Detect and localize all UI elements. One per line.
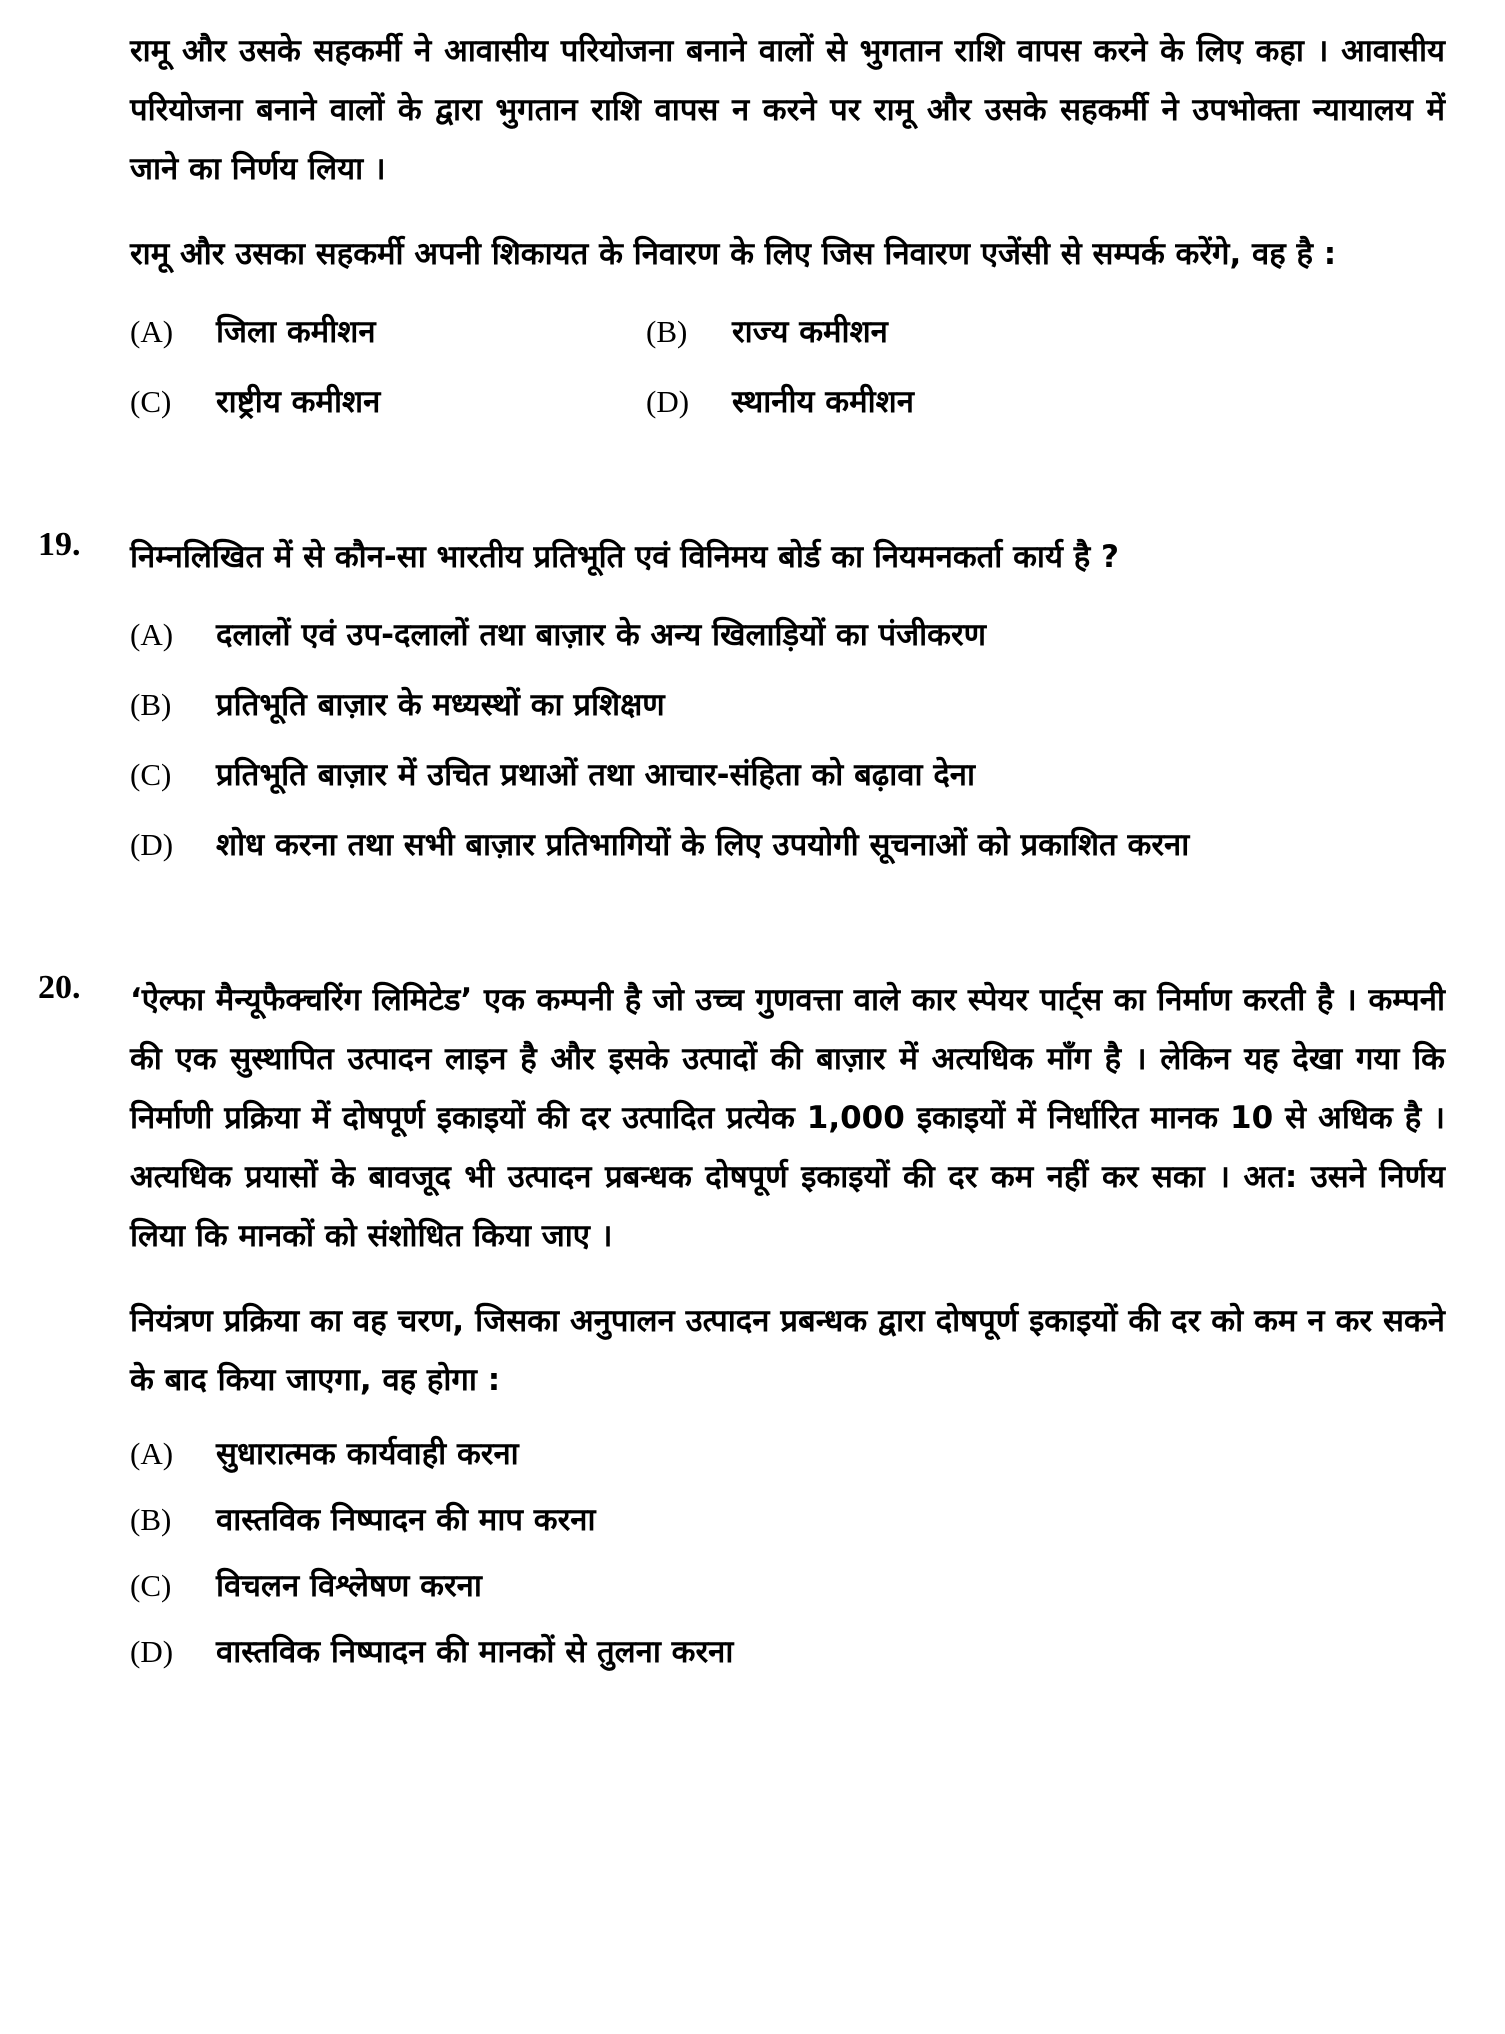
option-row <box>130 753 1445 797</box>
question-stem-paragraph: ‘ऐल्फा मैन्यूफैक्चरिंग लिमिटेड’ एक कम्पनी है जो उच्च गुणवत्ता वाले कार स्पेयर पार्ट्स का निर्माण करती है । कम्पनी की एक सुस्थापित उत्पादन लाइन है और इसके उत्पादों की बाज़ार में अत्यधिक माँग है । लेकिन यह देखा गया कि निर्माणी प्रक्रिया में दोषपूर्ण इकाइयों की दर उत्पादित प्रत्येक 1,000 इकाइयों में निर्धारित मानक 10 से अधिक है । अत्यधिक प्रयासों के बावजूद भी उत्पादन प्रबन्धक दोषपूर्ण इकाइयों की दर कम नहीं कर सका । अत: उसने निर्णय लिया कि मानकों को संशोधित किया जाए । <box>130 982 1445 1254</box>
option-d[interactable] <box>130 823 1189 867</box>
option-c[interactable] <box>130 380 646 424</box>
options-list <box>130 613 1445 867</box>
option-text: शोध करना तथा सभी बाज़ार प्रतिभागियों के लिए उपयोगी सूचनाओं को प्रकाशित करना <box>216 827 1190 863</box>
option-text: वास्तविक निष्पादन की मानकों से तुलना करना <box>216 1634 734 1670</box>
option-text: वास्तविक निष्पादन की माप करना <box>216 1502 596 1538</box>
question-block <box>38 971 1445 1674</box>
section-spacer <box>38 867 1445 971</box>
option-label: (D) <box>130 827 174 862</box>
question-stem-paragraph: रामू और उसका सहकर्मी अपनी शिकायत के निवारण के लिए जिस निवारण एजेंसी से सम्पर्क करेंगे, वह है : <box>130 236 1337 272</box>
option-text: सुधारात्मक कार्यवाही करना <box>216 1436 519 1472</box>
option-label: (C) <box>130 384 172 419</box>
option-text: राज्य कमीशन <box>732 314 888 350</box>
option-label: (C) <box>130 1568 172 1603</box>
options-list <box>130 310 1445 424</box>
question-block <box>38 22 1445 424</box>
question-stem-paragraph: नियंत्रण प्रक्रिया का वह चरण, जिसका अनुपालन उत्पादन प्रबन्धक द्वारा दोषपूर्ण इकाइयों की दर को कम न कर सकने के बाद किया जाएगा, वह होगा : <box>130 1303 1445 1398</box>
options-list <box>130 1432 1445 1674</box>
option-label: (B) <box>130 1502 172 1537</box>
option-text: प्रतिभूति बाज़ार में उचित प्रथाओं तथा आचार-संहिता को बढ़ावा देना <box>216 757 976 793</box>
option-row <box>130 683 1445 727</box>
option-label: (B) <box>130 687 172 722</box>
option-a[interactable] <box>130 310 646 354</box>
option-text: विचलन विश्लेषण करना <box>216 1568 482 1604</box>
option-c[interactable] <box>130 1564 482 1608</box>
option-row <box>130 1630 1445 1674</box>
question-number: 19. <box>38 526 81 563</box>
option-row <box>130 1564 1445 1608</box>
option-text: राष्ट्रीय कमीशन <box>216 384 381 420</box>
option-label: (B) <box>646 314 688 349</box>
section-spacer <box>38 424 1445 528</box>
option-row <box>130 1498 1445 1542</box>
option-b[interactable] <box>130 683 665 727</box>
option-row <box>130 613 1445 657</box>
question-stem-paragraph: निम्नलिखित में से कौन-सा भारतीय प्रतिभूति एवं विनिमय बोर्ड का नियमनकर्ता कार्य है ? <box>130 539 1119 575</box>
option-text: दलालों एवं उप-दलालों तथा बाज़ार के अन्य खिलाड़ियों का पंजीकरण <box>216 617 987 653</box>
question-body <box>130 971 1445 1674</box>
option-label: (A) <box>130 314 174 349</box>
option-text: स्थानीय कमीशन <box>732 384 914 420</box>
question-block <box>38 528 1445 867</box>
option-c[interactable] <box>130 753 975 797</box>
option-d[interactable] <box>646 380 1445 424</box>
option-row <box>130 380 1445 424</box>
option-label: (C) <box>130 757 172 792</box>
option-label: (A) <box>130 617 174 652</box>
option-label: (D) <box>130 1634 174 1669</box>
option-b[interactable] <box>646 310 1445 354</box>
option-label: (D) <box>646 384 690 419</box>
question-number: 20. <box>38 969 81 1006</box>
option-d[interactable] <box>130 1630 733 1674</box>
option-a[interactable] <box>130 613 986 657</box>
option-row <box>130 823 1445 867</box>
option-row <box>130 1432 1445 1476</box>
question-body <box>130 528 1445 867</box>
option-row <box>130 310 1445 354</box>
option-a[interactable] <box>130 1432 519 1476</box>
option-text: प्रतिभूति बाज़ार के मध्यस्थों का प्रशिक्षण <box>216 687 665 723</box>
question-stem-paragraph: रामू और उसके सहकर्मी ने आवासीय परियोजना बनाने वालों से भुगतान राशि वापस करने के लिए कहा । आवासीय परियोजना बनाने वालों के द्वारा भुगतान राशि वापस न करने पर रामू और उसके सहकर्मी ने उपभोक्ता न्यायालय में जाने का निर्णय लिया । <box>130 33 1445 187</box>
option-text: जिला कमीशन <box>216 314 376 350</box>
question-body <box>130 22 1445 424</box>
option-b[interactable] <box>130 1498 596 1542</box>
option-label: (A) <box>130 1436 174 1471</box>
